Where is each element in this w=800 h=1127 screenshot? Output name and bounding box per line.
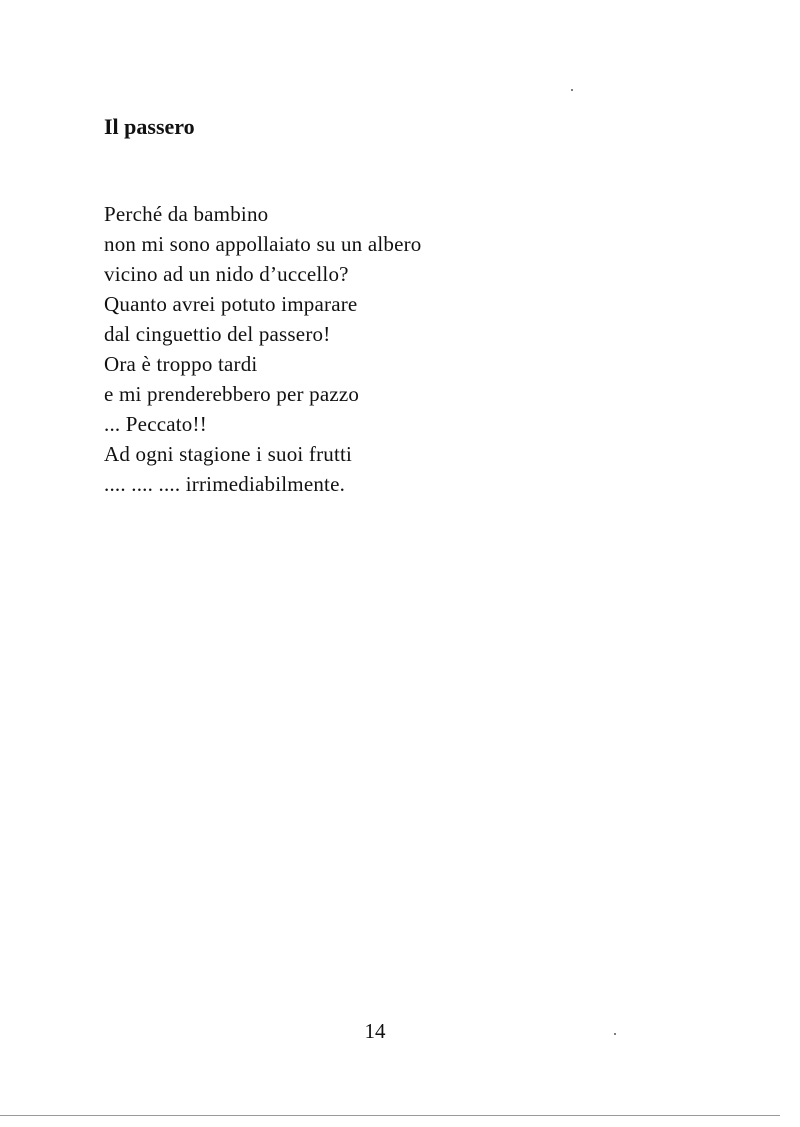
scan-speck [614,1033,616,1035]
scan-speck [571,89,573,91]
poem-line: Perché da bambino [104,202,269,226]
page-number: 14 [364,1019,386,1043]
poem-body [104,199,421,499]
poem-line: Ora è troppo tardi [104,352,258,376]
poem-line: e mi prenderebbero per pazzo [104,382,360,406]
poem-title: Il passero [104,114,195,139]
poem-line: Quanto avrei potuto imparare [104,292,358,316]
scan-edge-line [0,1115,780,1116]
poem-line: vicino ad un nido d’uccello? [104,262,349,286]
poem-line: Ad ogni stagione i suoi frutti [104,442,353,466]
poem-line: dal cinguettio del passero! [104,322,331,346]
poem-line: .... .... .... irrimediabilmente. [104,472,346,496]
poem-line: ... Peccato!! [104,412,207,436]
poem-line: non mi sono appollaiato su un albero [104,232,422,256]
